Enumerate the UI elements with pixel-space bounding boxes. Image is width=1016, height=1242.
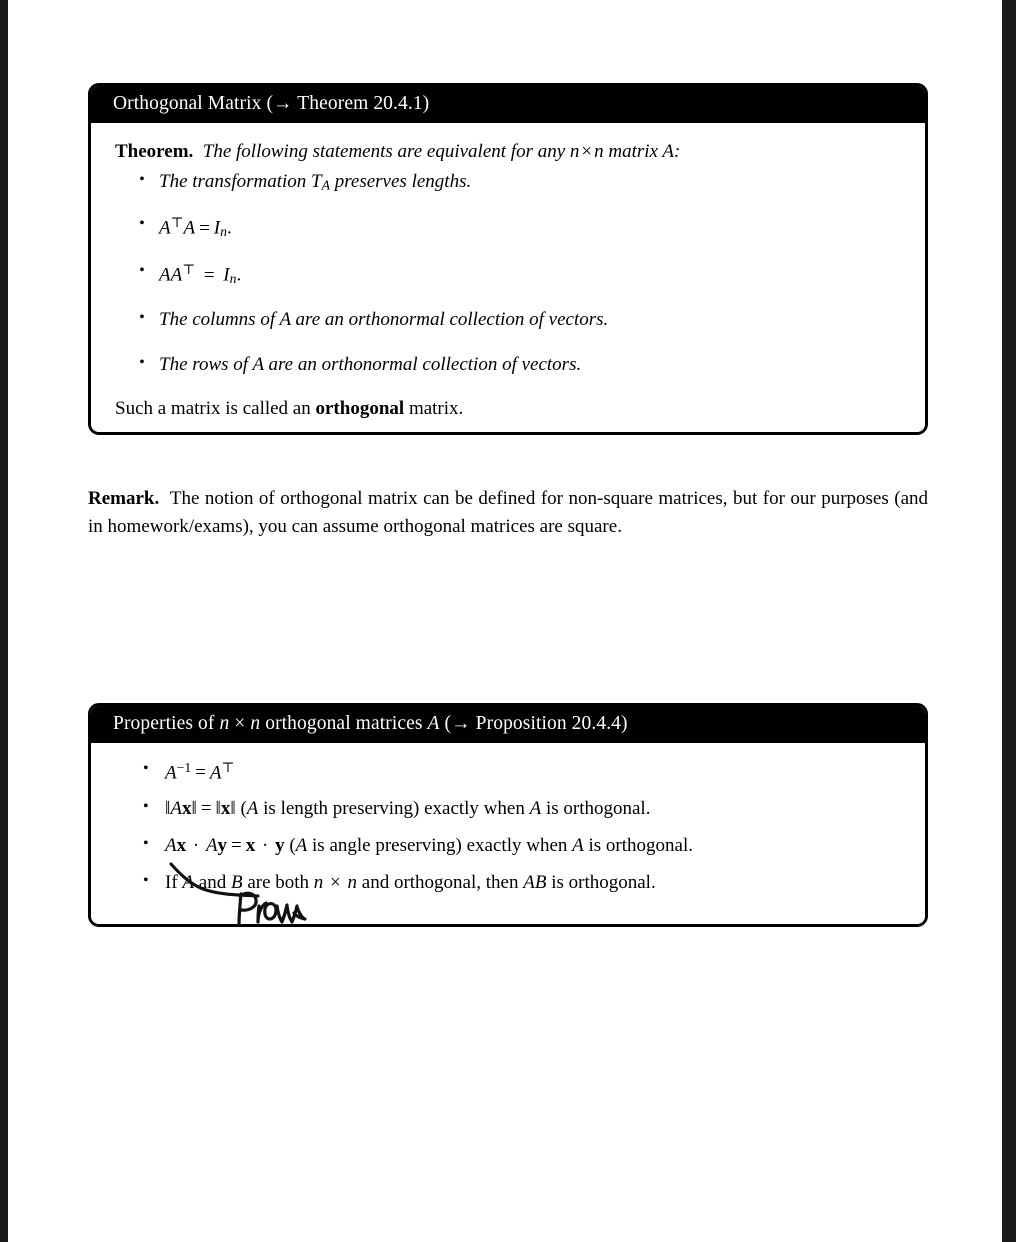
- header-mid: orthogonal matrices: [260, 713, 428, 734]
- theorem-box-body-orthogonal-properties: [91, 743, 925, 924]
- header-times: ×: [229, 713, 251, 734]
- page-left-edge-strip: [0, 0, 8, 1242]
- list-item: • ‖Ax‖ = ‖x‖ (A is length preserving) exactly when A is orthogonal.: [115, 797, 901, 822]
- list-item: • The rows of A are an orthonormal collection of vectors.: [115, 353, 901, 378]
- theorem-box-header-orthogonal-properties: [91, 706, 925, 743]
- header-var-n2: n: [250, 713, 261, 734]
- theorem-box-orthogonal-properties: [88, 703, 928, 927]
- closing-prefix: Such a matrix is called an: [115, 397, 316, 419]
- theorem-statement-text: The following statements are equivalent for any n × n matrix A:: [198, 140, 681, 162]
- list-item: • $AA^⊤ = I_n$.: [115, 261, 901, 288]
- header-var-A: A: [427, 713, 440, 734]
- closing-suffix: matrix.: [404, 397, 464, 419]
- remark-text: The notion of orthogonal matrix can be defined for non-square matrices, but for our purposes (and in homework/exams), you can assume orthogonal matrices are square.: [88, 488, 928, 537]
- theorem-closing-line: [115, 398, 901, 420]
- orthogonal-properties-list: [115, 759, 901, 896]
- theorem-box-orthogonal-matrix: [88, 83, 928, 435]
- list-item: • $A^⊤A = I_n$.: [115, 214, 901, 241]
- theorem-statement-line: [115, 139, 901, 164]
- remark-label: Remark.: [88, 488, 160, 509]
- theorem-box-body-orthogonal-matrix: [91, 123, 925, 432]
- list-item: • $A^{-1} = A^⊤$: [115, 759, 901, 786]
- list-item: • If A and B are both n × n and orthogonal, then AB is orthogonal.: [115, 871, 901, 896]
- header-var-n1: n: [219, 713, 230, 734]
- theorem-label: Theorem.: [115, 140, 194, 162]
- header-suffix: (→ Proposition 20.4.4): [439, 713, 628, 734]
- page-right-edge-strip: [1002, 0, 1016, 1242]
- remark-paragraph: [88, 485, 928, 540]
- list-item: • Ax · Ay = x · y (A is angle preserving) exactly when A is orthogonal.: [115, 834, 901, 859]
- list-item: • The columns of A are an orthonormal collection of vectors.: [115, 308, 901, 333]
- theorem-box-header-orthogonal-matrix: Orthogonal Matrix (→ Theorem 20.4.1): [91, 86, 925, 123]
- list-item: • The transformation $T_A$ preserves lengths.: [115, 170, 901, 195]
- header-prefix: Properties of: [113, 713, 220, 734]
- closing-bold-term: orthogonal: [315, 397, 405, 419]
- theorem-equivalent-conditions-list: [115, 170, 901, 378]
